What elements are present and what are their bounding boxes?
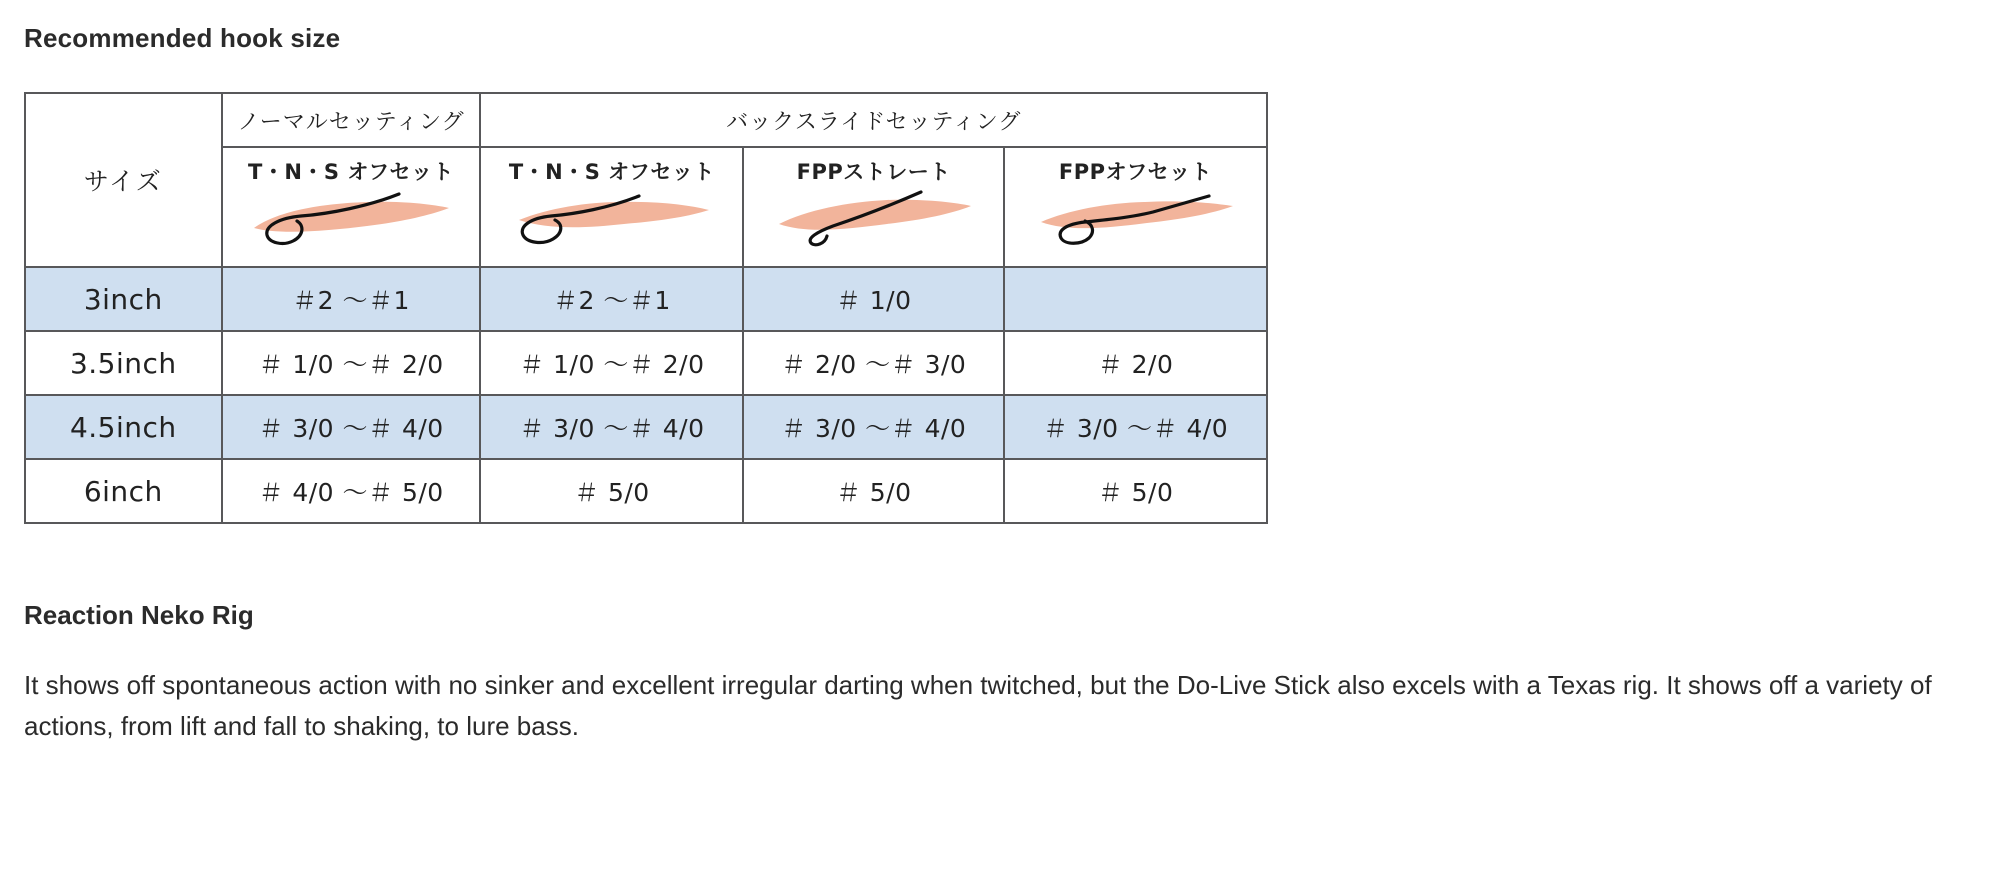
cell-value: ＃ 5/0: [480, 459, 743, 523]
cell-value: ＃ 2/0: [1004, 331, 1267, 395]
hook-offset-icon: [1033, 188, 1238, 250]
body-paragraph: It shows off spontaneous action with no sinker and excellent irregular darting when twitched, but the Do-Live Stick also excels with a Texas rig. It shows off a variety of actions, from lift and fall to shaking, to lure bass.: [24, 670, 1932, 741]
table-row: [25, 267, 1267, 331]
hook-offset-icon: [249, 188, 454, 250]
cell-value: ＃ 3/0 〜＃ 4/0: [1004, 395, 1267, 459]
hook-size-table: [24, 92, 1268, 524]
cell-value: ＃ 3/0 〜＃ 4/0: [222, 395, 481, 459]
column-label: FPPオフセット: [1058, 160, 1213, 185]
hook-offset-icon: [509, 188, 714, 250]
cell-value: ＃ 1/0 〜＃ 2/0: [222, 331, 481, 395]
row-size: 3inch: [25, 267, 222, 331]
cell-value: [1004, 267, 1267, 331]
hook-straight-icon: [771, 188, 976, 250]
row-size: 4.5inch: [25, 395, 222, 459]
page-title: Recommended hook size: [24, 23, 341, 53]
column-label: FPPストレート: [796, 160, 951, 185]
section-heading-reaction-neko-rig: Reaction Neko Rig: [24, 600, 254, 631]
table-group-header-normal: ノーマルセッティング: [222, 93, 481, 147]
table-header-fpp-offset: [1004, 147, 1267, 267]
cell-value: ＃ 1/0: [743, 267, 1004, 331]
column-label: T・N・S オフセット: [508, 160, 715, 185]
table-row: [25, 395, 1267, 459]
column-label: T・N・S オフセット: [248, 160, 455, 185]
cell-value: ＃ 5/0: [1004, 459, 1267, 523]
cell-value: ＃2 〜＃1: [222, 267, 481, 331]
table-group-header-backslide: バックスライドセッティング: [480, 93, 1267, 147]
table-header-fpp-straight: [743, 147, 1004, 267]
row-size: 3.5inch: [25, 331, 222, 395]
table-row: [25, 459, 1267, 523]
cell-value: ＃ 3/0 〜＃ 4/0: [480, 395, 743, 459]
cell-value: ＃ 5/0: [743, 459, 1004, 523]
table-group-header-row: [25, 93, 1267, 147]
table-row: [25, 331, 1267, 395]
cell-value: ＃ 3/0 〜＃ 4/0: [743, 395, 1004, 459]
table-header-size: サイズ: [25, 93, 222, 267]
row-size: 6inch: [25, 459, 222, 523]
table-header-tns-offset-backslide: [480, 147, 743, 267]
table-header-tns-offset-normal: [222, 147, 481, 267]
cell-value: ＃2 〜＃1: [480, 267, 743, 331]
cell-value: ＃ 1/0 〜＃ 2/0: [480, 331, 743, 395]
cell-value: ＃ 2/0 〜＃ 3/0: [743, 331, 1004, 395]
hook-size-table-wrapper: [24, 92, 1268, 524]
cell-value: ＃ 4/0 〜＃ 5/0: [222, 459, 481, 523]
